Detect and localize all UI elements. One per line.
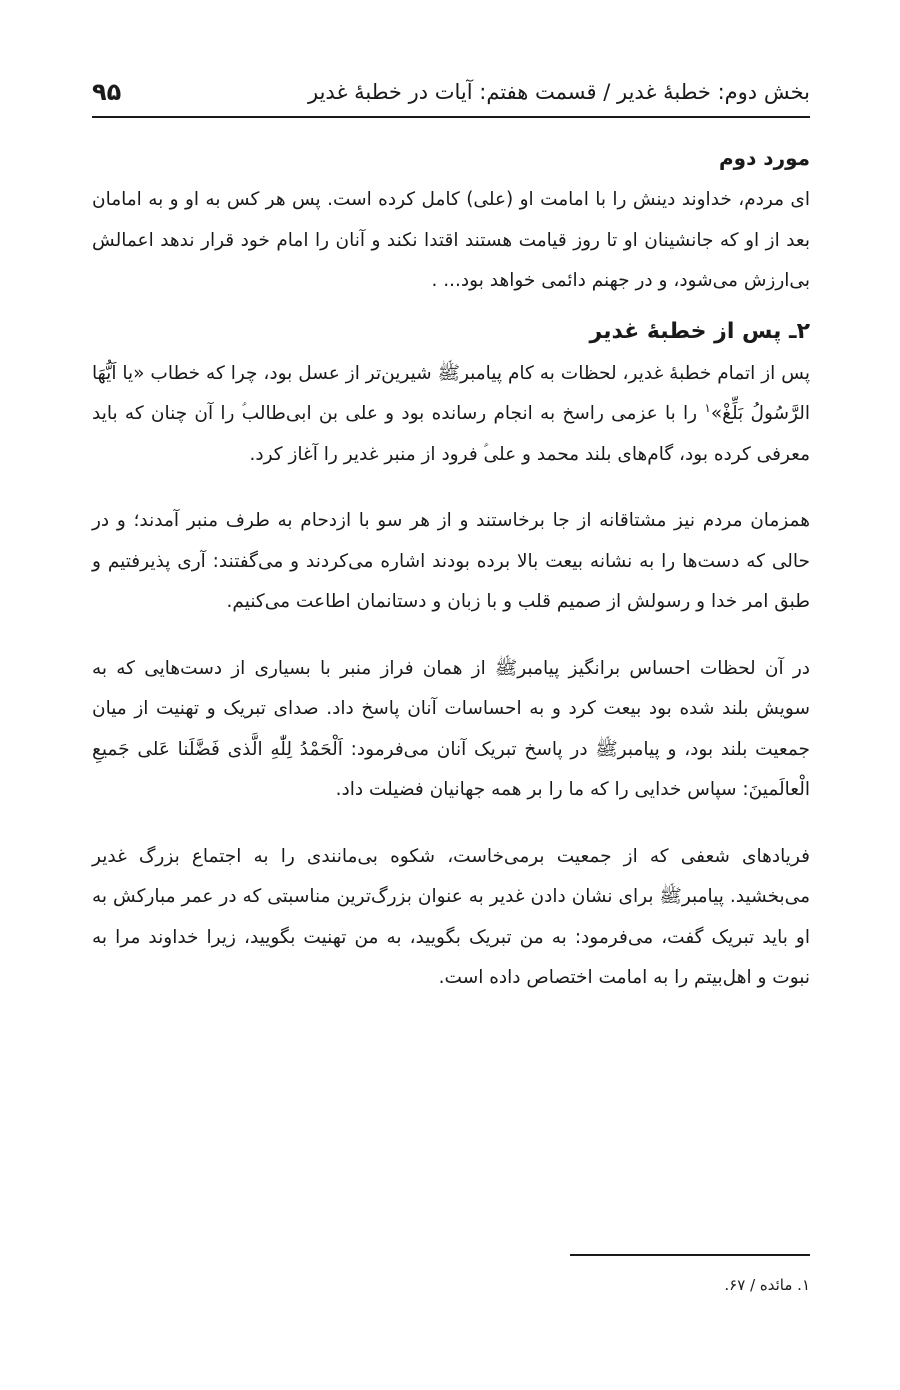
section-heading-after-sermon: ۲ـ پس از خطبهٔ غدیر — [589, 318, 810, 344]
footnote-rule — [570, 1254, 810, 1256]
paragraph-2-part-1: پس از اتمام خطبهٔ غدیر، لحظات به کام پیامبرﷺ شیرین‌تر از عسل بود، چرا که خطاب «یا اَیُّهَا الرَّسُولُ بَلِّغْ» — [92, 362, 810, 424]
running-title: بخش دوم: خطبهٔ غدیر / قسمت هفتم: آیات در خطبهٔ غدیر — [307, 80, 810, 104]
paragraph-5: فریادهای شعفی که از جمعیت برمی‌خاست، شکوه بی‌مانندی را به اجتماع بزرگ غدیر می‌بخشید. پیامبرﷺ برای نشان دادن غدیر به عنوان بزرگ‌ترین مناسبتی که در عمر مبارکش به او باید تبریک گفت، می‌فرمود: به من تبریک بگویید، به من تهنیت بگویید، زیرا خداوند مرا به نبوت و اهل‌بیتم را به امامت اختصاص داده است. — [92, 845, 810, 988]
paragraph-2 — [92, 354, 810, 476]
page-number: ۹۵ — [92, 78, 122, 106]
book-page — [92, 0, 810, 1390]
footnote: ۱. مائده / ۶۷. — [724, 1276, 810, 1294]
paragraph-3: همزمان مردم نیز مشتاقانه از جا برخاستند و از هر سو با ازدحام به طرف منبر آمدند؛ و در حالی که دست‌ها را به نشانه بیعت بالا برده بودند اشاره می‌کردند و می‌گفتند: آری پذیرفتیم و طبق امر خدا و رسولش از صمیم قلب و با زبان و دستانمان اطاعت می‌کنیم. — [92, 510, 810, 612]
subheading-second-case: مورد دوم — [718, 146, 810, 170]
footnote-reference[interactable]: ۱ — [704, 400, 711, 415]
paragraph-1: ای مردم، خداوند دینش را با امامت او (علی) کامل کرده است. پس هر کس به او و به امامان بعد از او که جانشینان او تا روز قیامت هستند اقتدا نکند و آنان را امام خود قرار ندهد اعمالش بی‌ارزش می‌شود، و در جهنم دائمی خواهد بود... . — [92, 189, 810, 291]
page-header — [92, 72, 810, 112]
paragraph-2-part-2: را با عزمی راسخ به انجام رسانده بود و علی بن ابی‌طالب‌ؑ را آن چنان که باید معرفی کرده بود، گام‌های بلند محمد و علی‌ؑ فرود از منبر غدیر را آغاز کرد. — [92, 403, 810, 465]
header-rule — [92, 116, 810, 118]
page-body — [92, 142, 810, 1025]
paragraph-4: در آن لحظات احساس برانگیز پیامبرﷺ از همان فراز منبر با بسیاری از دست‌هایی که به سویش بلند شده بود بیعت کرد و به احساسات آنان پاسخ داد. صدای تبریک و تهنیت از میان جمعیت بلند بود، و پیامبرﷺ در پاسخ تبریک آنان می‌فرمود: اَلْحَمْدُ لِلّٰهِ الَّذی فَضَّلَنا عَلی جَمیعِ الْعالَمینَ: سپاس خدایی را که ما را بر همه جهانیان فضیلت داد. — [92, 657, 810, 800]
